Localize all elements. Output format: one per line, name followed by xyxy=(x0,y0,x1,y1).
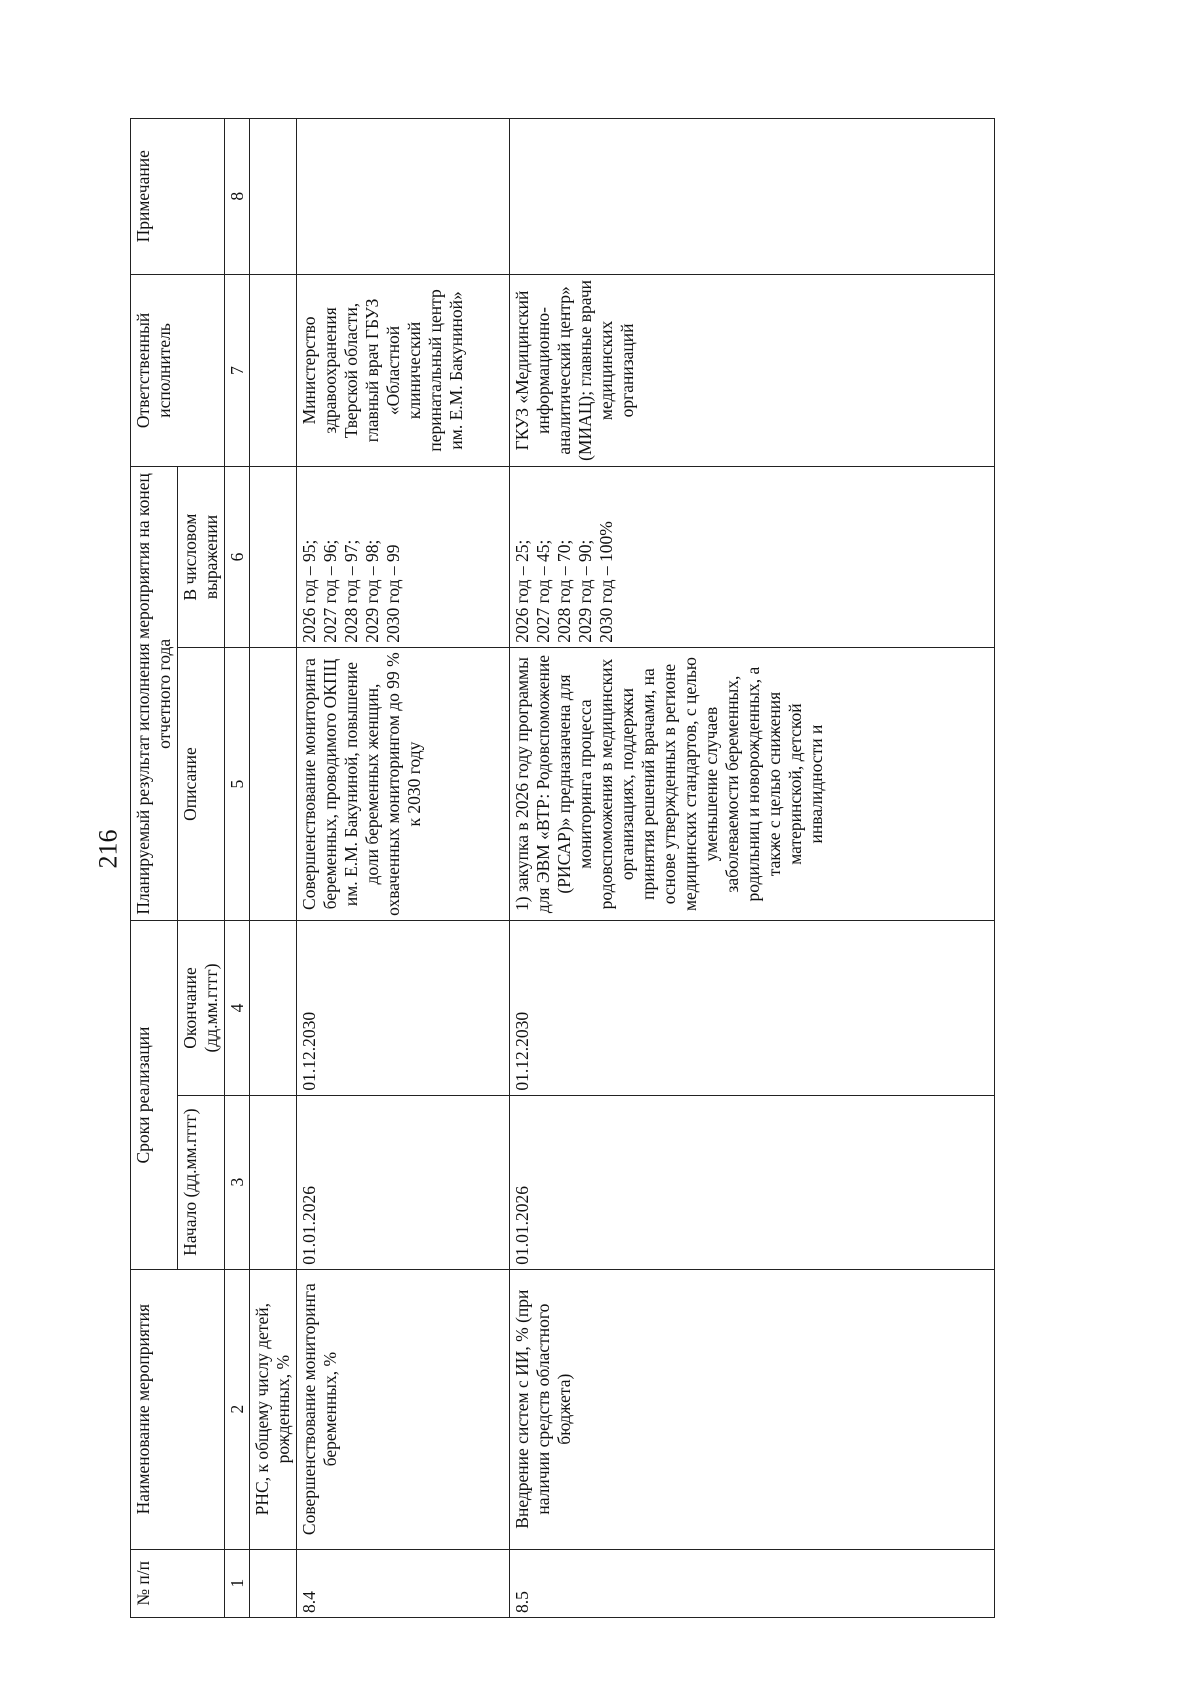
row-numeric xyxy=(297,467,510,647)
header-end: Окончание (дд.мм.гггг) xyxy=(178,921,225,1095)
header-responsible: Ответственный исполнитель xyxy=(131,274,225,467)
row-responsible: ГКУЗ «Медицинский информационно-аналитический центр» (МИАЦ); главные врачи медицинских организаций xyxy=(510,274,995,467)
numeric-line: 2027 год – 96; xyxy=(320,539,340,643)
row-start: 01.01.2026 xyxy=(510,1095,995,1269)
row-start xyxy=(250,1095,297,1269)
row-note xyxy=(297,119,510,275)
table-row xyxy=(250,119,297,1618)
column-number-row xyxy=(225,119,250,1618)
header-result: Планируемый результат исполнения мероприятия на конец отчетного года xyxy=(131,467,178,921)
row-num xyxy=(250,1549,297,1617)
row-numeric xyxy=(250,467,297,647)
row-name: Совершенствование мониторинга беременных, % xyxy=(297,1269,510,1549)
header-desc: Описание xyxy=(178,647,225,921)
row-numeric xyxy=(510,467,995,647)
header-numeric: В числовом выражении xyxy=(178,467,225,647)
column-number: 7 xyxy=(225,274,250,467)
row-end: 01.12.2030 xyxy=(297,921,510,1095)
row-note xyxy=(250,119,297,275)
numeric-line: 2028 год – 97; xyxy=(341,539,361,643)
page-number: 216 xyxy=(93,829,123,869)
column-number: 8 xyxy=(225,119,250,275)
numeric-line: 2027 год – 45; xyxy=(533,539,553,643)
row-note xyxy=(510,119,995,275)
row-desc xyxy=(250,647,297,921)
header-terms: Сроки реализации xyxy=(131,921,178,1269)
header-note: Примечание xyxy=(131,119,225,275)
column-number: 2 xyxy=(225,1269,250,1549)
column-number: 4 xyxy=(225,921,250,1095)
column-number: 3 xyxy=(225,1095,250,1269)
numeric-line: 2028 год – 70; xyxy=(554,539,574,643)
header-num: № п/п xyxy=(131,1549,225,1617)
column-number: 5 xyxy=(225,647,250,921)
numeric-line: 2026 год – 95; xyxy=(299,539,319,643)
header-name: Наименование мероприятия xyxy=(131,1269,225,1549)
rotated-page-content xyxy=(130,118,1050,1618)
numeric-line: 2026 год – 25; xyxy=(512,539,532,643)
row-start: 01.01.2026 xyxy=(297,1095,510,1269)
table-row xyxy=(510,119,995,1618)
numeric-line: 2029 год – 98; xyxy=(362,539,382,643)
header-row-1 xyxy=(131,119,178,1618)
row-end xyxy=(250,921,297,1095)
row-desc: 1) закупка в 2026 году программы для ЭВМ «ВТР: Родовспоможение (РИСАР)» предназначена для мониторинга процесса родовспоможения в медицинских организациях, поддержки принятия решений врачами, на основе утвержденных в регионе медицинских стандартов, с целью уменьшение случаев заболеваемости беременных, родильниц и новорожденных, а также с целью снижения материнской, детской инвалидности и xyxy=(510,647,995,921)
numeric-line: 2030 год – 100% xyxy=(596,521,616,643)
events-table xyxy=(130,118,995,1618)
row-responsible: Министерство здравоохранения Тверской области, главный врач ГБУЗ «Областной клинический перинатальный центр им. Е.М. Бакуниной» xyxy=(297,274,510,467)
row-desc: Совершенствование мониторинга беременных, проводимого ОКПЦ им. Е.М. Бакуниной, повышение доли беременных женщин, охваченных мониторингом до 99 % к 2030 году xyxy=(297,647,510,921)
row-num: 8.5 xyxy=(510,1549,995,1617)
numeric-line: 2030 год – 99 xyxy=(383,544,403,643)
column-number: 1 xyxy=(225,1549,250,1617)
row-name: Внедрение систем с ИИ, % (при наличии средств областного бюджета) xyxy=(510,1269,995,1549)
row-num: 8.4 xyxy=(297,1549,510,1617)
numeric-line: 2029 год – 90; xyxy=(575,539,595,643)
row-responsible xyxy=(250,274,297,467)
row-end: 01.12.2030 xyxy=(510,921,995,1095)
header-start: Начало (дд.мм.гггг) xyxy=(178,1095,225,1269)
table-row xyxy=(297,119,510,1618)
column-number: 6 xyxy=(225,467,250,647)
row-name: РНС, к общему числу детей, рожденных, % xyxy=(250,1269,297,1549)
